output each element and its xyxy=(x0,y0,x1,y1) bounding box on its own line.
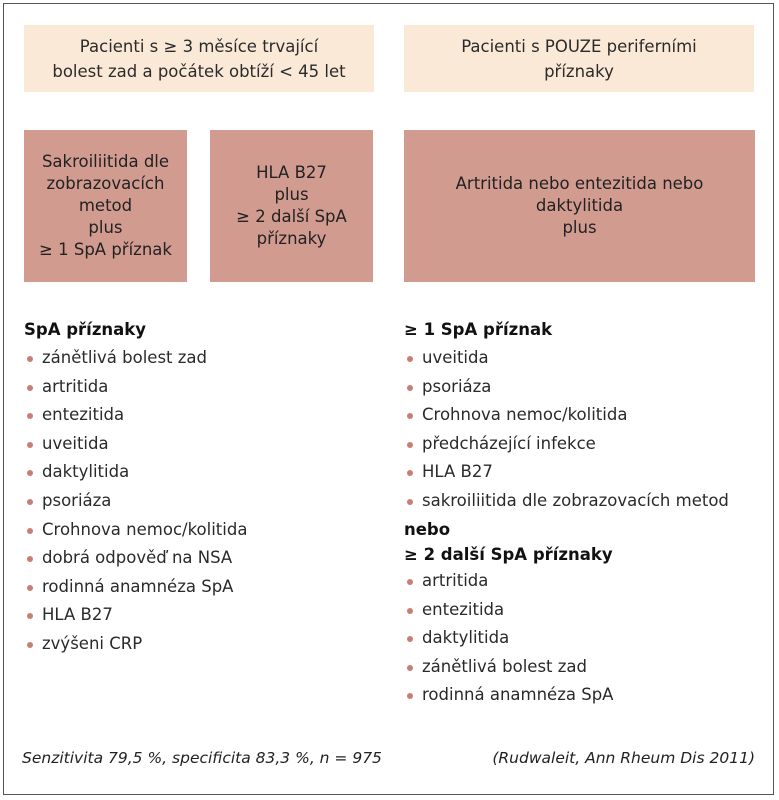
list-item-label: artritida xyxy=(42,376,109,396)
list-item-label: artritida xyxy=(422,571,489,590)
bullet-icon xyxy=(27,413,33,419)
bullet-icon xyxy=(27,470,33,476)
bullet-icon xyxy=(27,556,33,562)
list-item-label: HLA B27 xyxy=(422,462,493,482)
bullet-icon xyxy=(407,442,413,448)
bullet-icon xyxy=(407,413,413,419)
list-item-label: zánětlivá bolest zad xyxy=(422,656,587,676)
bullet-icon xyxy=(407,356,413,362)
bullet-icon xyxy=(407,499,413,505)
right-list-connector: nebo xyxy=(404,520,451,539)
list-item-label: rodinná anamnéza SpA xyxy=(422,685,614,705)
list-item xyxy=(404,344,729,373)
peripheral-criteria-box: Artritida nebo entezitida nebo daktylitida plus xyxy=(404,130,755,282)
list-item xyxy=(404,373,729,402)
left-list-title: SpA příznaky xyxy=(24,320,147,339)
list-item xyxy=(404,430,729,459)
list-item-label: entezitida xyxy=(42,405,125,425)
clinical-arm-box: HLA B27 plus ≥ 2 další SpA příznaky xyxy=(210,130,373,282)
bullet-icon xyxy=(407,470,413,476)
right-list-title-2: ≥ 2 další SpA příznaky xyxy=(404,545,613,564)
list-item-label: předcházející infekce xyxy=(422,433,596,453)
bullet-icon xyxy=(27,585,33,591)
list-item xyxy=(24,401,247,430)
list-item xyxy=(24,487,247,516)
bullet-icon xyxy=(407,665,413,671)
list-item-label: psoriáza xyxy=(42,490,112,510)
list-item-label: sakroiliitida dle zobrazovacích metod xyxy=(422,490,729,510)
left-symptom-list xyxy=(24,344,247,659)
bullet-icon xyxy=(27,613,33,619)
list-item xyxy=(404,458,729,487)
list-item xyxy=(404,401,729,430)
right-symptom-list-2 xyxy=(404,567,613,710)
bullet-icon xyxy=(407,579,413,585)
list-item xyxy=(404,487,729,516)
list-item-label: psoriáza xyxy=(422,376,492,396)
list-item-label: uveitida xyxy=(42,433,109,453)
list-item-label: Crohnova nemoc/kolitida xyxy=(422,405,628,425)
list-item xyxy=(404,567,613,596)
list-item-label: entezitida xyxy=(422,599,505,619)
list-item xyxy=(24,573,247,602)
imaging-arm-box: Sakroiliitida dle zobrazovacích metod plus ≥ 1 SpA příznak xyxy=(24,130,187,282)
list-item xyxy=(24,344,247,373)
right-symptom-list-1 xyxy=(404,344,729,516)
list-item xyxy=(24,458,247,487)
bullet-icon xyxy=(27,442,33,448)
list-item xyxy=(24,601,247,630)
axial-patients-header: Pacienti s ≥ 3 měsíce trvající bolest zad a počátek obtíží < 45 let xyxy=(24,25,374,92)
bullet-icon xyxy=(407,636,413,642)
list-item-label: daktylitida xyxy=(42,462,130,482)
list-item-label: HLA B27 xyxy=(42,605,113,625)
list-item xyxy=(24,373,247,402)
list-item-label: dobrá odpověď na NSA xyxy=(42,548,233,568)
bullet-icon xyxy=(27,528,33,534)
list-item-label: rodinná anamnéza SpA xyxy=(42,576,234,596)
list-item-label: zánětlivá bolest zad xyxy=(42,348,207,367)
list-item xyxy=(404,653,613,682)
list-item-label: daktylitida xyxy=(422,628,510,648)
right-list-title-1: ≥ 1 SpA příznak xyxy=(404,320,553,339)
bullet-icon xyxy=(27,356,33,362)
peripheral-patients-header: Pacienti s POUZE periferními příznaky xyxy=(404,25,754,92)
bullet-icon xyxy=(407,608,413,614)
bullet-icon xyxy=(27,499,33,505)
list-item xyxy=(24,630,247,659)
list-item-label: Crohnova nemoc/kolitida xyxy=(42,519,248,539)
list-item-label: uveitida xyxy=(422,348,489,367)
bullet-icon xyxy=(27,385,33,391)
bullet-icon xyxy=(407,385,413,391)
list-item xyxy=(404,596,613,625)
list-item xyxy=(24,544,247,573)
source-citation: (Rudwaleit, Ann Rheum Dis 2011) xyxy=(492,749,755,767)
bullet-icon xyxy=(27,642,33,648)
performance-footnote: Senzitivita 79,5 %, specificita 83,3 %, n = 975 xyxy=(22,749,382,767)
list-item xyxy=(404,624,613,653)
list-item xyxy=(404,681,613,710)
bullet-icon xyxy=(407,693,413,699)
list-item xyxy=(24,516,247,545)
list-item-label: zvýšeni CRP xyxy=(42,633,143,653)
list-item xyxy=(24,430,247,459)
